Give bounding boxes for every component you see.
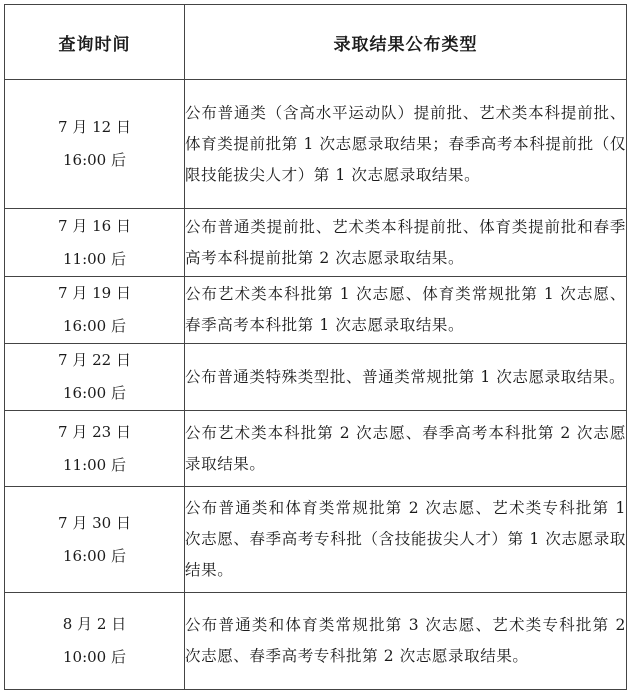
table-header-row [5,5,627,80]
query-date: 7 月 19 日 [58,284,131,302]
query-date: 8 月 2 日 [62,615,127,633]
query-time-cell [5,411,185,487]
query-hour: 11:00 后 [63,249,126,268]
table-row [5,593,627,690]
table-row [5,80,627,209]
query-date: 7 月 30 日 [58,513,131,532]
table-row [5,411,627,487]
query-time-cell [5,209,185,277]
query-hour: 10:00 后 [63,648,126,666]
query-time-cell [5,487,185,593]
result-type-cell: 公布艺术类本科批第 2 次志愿、春季高考本科批第 2 次志愿录取结果。 [185,411,627,487]
query-time-cell [5,593,185,690]
result-type-cell: 公布普通类特殊类型批、普通类常规批第 1 次志愿录取结果。 [185,344,627,411]
header-result-type: 录取结果公布类型 [185,5,627,80]
query-time-cell [5,344,185,411]
result-type-cell: 公布普通类和体育类常规批第 2 次志愿、艺术类专科批第 1 次志愿、春季高考专科批（含技能拔尖人才）第 1 次志愿录取结果。 [185,487,627,593]
query-date: 7 月 23 日 [58,422,131,441]
query-hour: 16:00 后 [63,317,126,335]
table-row [5,344,627,411]
query-hour: 16:00 后 [63,546,126,565]
table-row [5,277,627,344]
result-type-cell: 公布普通类（含高水平运动队）提前批、艺术类本科提前批、体育类提前批第 1 次志愿录取结果；春季高考本科提前批（仅限技能拔尖人才）第 1 次志愿录取结果。 [185,80,627,209]
admission-results-schedule-table [4,4,627,690]
result-type-cell: 公布艺术类本科批第 1 次志愿、体育类常规批第 1 次志愿、春季高考本科批第 1 次志愿录取结果。 [185,277,627,344]
query-date: 7 月 22 日 [58,351,131,369]
result-type-cell: 公布普通类提前批、艺术类本科提前批、体育类提前批和春季高考本科提前批第 2 次志愿录取结果。 [185,209,627,277]
query-time-cell [5,80,185,209]
query-date: 7 月 12 日 [58,118,131,136]
header-query-time: 查询时间 [5,5,185,80]
query-time-cell [5,277,185,344]
query-hour: 11:00 后 [63,455,126,474]
query-hour: 16:00 后 [63,384,126,402]
query-hour: 16:00 后 [63,151,126,169]
table-row [5,209,627,277]
query-date: 7 月 16 日 [58,216,131,235]
result-type-cell: 公布普通类和体育类常规批第 3 次志愿、艺术类专科批第 2 次志愿、春季高考专科批第 2 次志愿录取结果。 [185,593,627,690]
table-row [5,487,627,593]
